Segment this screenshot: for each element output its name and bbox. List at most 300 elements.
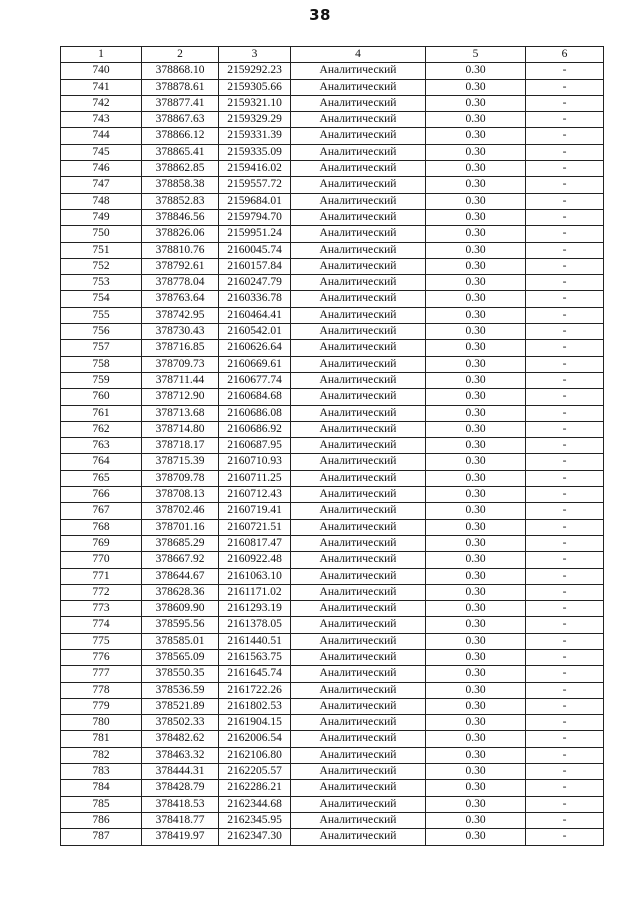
table-row [61, 584, 604, 600]
table-row [61, 95, 604, 111]
point-number-cell: 767 [61, 503, 142, 519]
table-row [61, 552, 604, 568]
note-cell: - [526, 95, 604, 111]
x-coordinate-cell: 378708.13 [142, 487, 219, 503]
note-cell: - [526, 601, 604, 617]
y-coordinate-cell: 2160157.84 [219, 258, 291, 274]
y-coordinate-cell: 2160247.79 [219, 275, 291, 291]
accuracy-cell: 0.30 [426, 161, 526, 177]
x-coordinate-cell: 378418.77 [142, 812, 219, 828]
header-row [61, 47, 604, 63]
table-row [61, 780, 604, 796]
method-cell: Аналитический [291, 601, 426, 617]
method-cell: Аналитический [291, 389, 426, 405]
x-coordinate-cell: 378858.38 [142, 177, 219, 193]
table-body [61, 63, 604, 845]
note-cell: - [526, 552, 604, 568]
method-cell: Аналитический [291, 535, 426, 551]
point-number-cell: 759 [61, 372, 142, 388]
y-coordinate-cell: 2160686.92 [219, 421, 291, 437]
table-row [61, 747, 604, 763]
table-row [61, 633, 604, 649]
method-cell: Аналитический [291, 731, 426, 747]
table-row [61, 470, 604, 486]
note-cell: - [526, 421, 604, 437]
note-cell: - [526, 209, 604, 225]
y-coordinate-cell: 2160669.61 [219, 356, 291, 372]
y-coordinate-cell: 2161440.51 [219, 633, 291, 649]
x-coordinate-cell: 378742.95 [142, 307, 219, 323]
x-coordinate-cell: 378877.41 [142, 95, 219, 111]
note-cell: - [526, 226, 604, 242]
accuracy-cell: 0.30 [426, 372, 526, 388]
y-coordinate-cell: 2162286.21 [219, 780, 291, 796]
y-coordinate-cell: 2160464.41 [219, 307, 291, 323]
table-row [61, 177, 604, 193]
note-cell: - [526, 128, 604, 144]
accuracy-cell: 0.30 [426, 128, 526, 144]
note-cell: - [526, 503, 604, 519]
table-row [61, 829, 604, 845]
accuracy-cell: 0.30 [426, 764, 526, 780]
y-coordinate-cell: 2159292.23 [219, 63, 291, 79]
x-coordinate-cell: 378866.12 [142, 128, 219, 144]
table-row [61, 519, 604, 535]
y-coordinate-cell: 2159794.70 [219, 209, 291, 225]
table-row [61, 812, 604, 828]
y-coordinate-cell: 2160684.68 [219, 389, 291, 405]
accuracy-cell: 0.30 [426, 715, 526, 731]
x-coordinate-cell: 378463.32 [142, 747, 219, 763]
note-cell: - [526, 291, 604, 307]
method-cell: Аналитический [291, 780, 426, 796]
method-cell: Аналитический [291, 649, 426, 665]
note-cell: - [526, 617, 604, 633]
x-coordinate-cell: 378763.64 [142, 291, 219, 307]
accuracy-cell: 0.30 [426, 829, 526, 845]
note-cell: - [526, 796, 604, 812]
x-coordinate-cell: 378713.68 [142, 405, 219, 421]
accuracy-cell: 0.30 [426, 780, 526, 796]
accuracy-cell: 0.30 [426, 242, 526, 258]
table-row [61, 601, 604, 617]
note-cell: - [526, 324, 604, 340]
note-cell: - [526, 633, 604, 649]
method-cell: Аналитический [291, 666, 426, 682]
point-number-cell: 745 [61, 144, 142, 160]
x-coordinate-cell: 378428.79 [142, 780, 219, 796]
point-number-cell: 761 [61, 405, 142, 421]
method-cell: Аналитический [291, 112, 426, 128]
table-row [61, 356, 604, 372]
note-cell: - [526, 682, 604, 698]
method-cell: Аналитический [291, 161, 426, 177]
table-row [61, 764, 604, 780]
x-coordinate-cell: 378715.39 [142, 454, 219, 470]
point-number-cell: 743 [61, 112, 142, 128]
method-cell: Аналитический [291, 372, 426, 388]
x-coordinate-cell: 378852.83 [142, 193, 219, 209]
note-cell: - [526, 649, 604, 665]
header-cell-1: 1 [61, 47, 142, 63]
note-cell: - [526, 698, 604, 714]
method-cell: Аналитический [291, 682, 426, 698]
page-number: 38 [309, 6, 331, 24]
note-cell: - [526, 177, 604, 193]
y-coordinate-cell: 2160719.41 [219, 503, 291, 519]
x-coordinate-cell: 378810.76 [142, 242, 219, 258]
note-cell: - [526, 666, 604, 682]
x-coordinate-cell: 378667.92 [142, 552, 219, 568]
accuracy-cell: 0.30 [426, 487, 526, 503]
accuracy-cell: 0.30 [426, 666, 526, 682]
y-coordinate-cell: 2161722.26 [219, 682, 291, 698]
table-row [61, 715, 604, 731]
accuracy-cell: 0.30 [426, 812, 526, 828]
header-cell-6: 6 [526, 47, 604, 63]
accuracy-cell: 0.30 [426, 649, 526, 665]
note-cell: - [526, 829, 604, 845]
x-coordinate-cell: 378778.04 [142, 275, 219, 291]
accuracy-cell: 0.30 [426, 633, 526, 649]
method-cell: Аналитический [291, 275, 426, 291]
point-number-cell: 758 [61, 356, 142, 372]
accuracy-cell: 0.30 [426, 324, 526, 340]
point-number-cell: 773 [61, 601, 142, 617]
y-coordinate-cell: 2161063.10 [219, 568, 291, 584]
method-cell: Аналитический [291, 747, 426, 763]
y-coordinate-cell: 2159321.10 [219, 95, 291, 111]
x-coordinate-cell: 378521.89 [142, 698, 219, 714]
table-row [61, 535, 604, 551]
note-cell: - [526, 275, 604, 291]
table-row [61, 682, 604, 698]
accuracy-cell: 0.30 [426, 503, 526, 519]
y-coordinate-cell: 2160922.48 [219, 552, 291, 568]
point-number-cell: 760 [61, 389, 142, 405]
point-number-cell: 781 [61, 731, 142, 747]
table-row [61, 568, 604, 584]
method-cell: Аналитический [291, 209, 426, 225]
accuracy-cell: 0.30 [426, 258, 526, 274]
x-coordinate-cell: 378862.85 [142, 161, 219, 177]
table-row [61, 649, 604, 665]
header-cell-5: 5 [426, 47, 526, 63]
table-row [61, 258, 604, 274]
point-number-cell: 749 [61, 209, 142, 225]
note-cell: - [526, 242, 604, 258]
method-cell: Аналитический [291, 470, 426, 486]
point-number-cell: 746 [61, 161, 142, 177]
point-number-cell: 782 [61, 747, 142, 763]
method-cell: Аналитический [291, 128, 426, 144]
method-cell: Аналитический [291, 812, 426, 828]
x-coordinate-cell: 378595.56 [142, 617, 219, 633]
note-cell: - [526, 535, 604, 551]
note-cell: - [526, 161, 604, 177]
coordinates-table [60, 46, 604, 846]
note-cell: - [526, 193, 604, 209]
note-cell: - [526, 764, 604, 780]
note-cell: - [526, 812, 604, 828]
method-cell: Аналитический [291, 193, 426, 209]
x-coordinate-cell: 378419.97 [142, 829, 219, 845]
table-row [61, 340, 604, 356]
y-coordinate-cell: 2160712.43 [219, 487, 291, 503]
point-number-cell: 774 [61, 617, 142, 633]
x-coordinate-cell: 378716.85 [142, 340, 219, 356]
x-coordinate-cell: 378418.53 [142, 796, 219, 812]
note-cell: - [526, 470, 604, 486]
point-number-cell: 752 [61, 258, 142, 274]
method-cell: Аналитический [291, 144, 426, 160]
note-cell: - [526, 372, 604, 388]
table-row [61, 666, 604, 682]
method-cell: Аналитический [291, 356, 426, 372]
table-row [61, 275, 604, 291]
table-row [61, 389, 604, 405]
table-row [61, 307, 604, 323]
method-cell: Аналитический [291, 405, 426, 421]
accuracy-cell: 0.30 [426, 454, 526, 470]
table-row [61, 487, 604, 503]
table-row [61, 421, 604, 437]
method-cell: Аналитический [291, 568, 426, 584]
point-number-cell: 763 [61, 438, 142, 454]
accuracy-cell: 0.30 [426, 226, 526, 242]
point-number-cell: 786 [61, 812, 142, 828]
note-cell: - [526, 79, 604, 95]
accuracy-cell: 0.30 [426, 584, 526, 600]
point-number-cell: 778 [61, 682, 142, 698]
point-number-cell: 756 [61, 324, 142, 340]
point-number-cell: 741 [61, 79, 142, 95]
table-row [61, 63, 604, 79]
point-number-cell: 753 [61, 275, 142, 291]
point-number-cell: 771 [61, 568, 142, 584]
method-cell: Аналитический [291, 519, 426, 535]
table-row [61, 291, 604, 307]
note-cell: - [526, 340, 604, 356]
y-coordinate-cell: 2162106.80 [219, 747, 291, 763]
header-cell-3: 3 [219, 47, 291, 63]
y-coordinate-cell: 2159331.39 [219, 128, 291, 144]
method-cell: Аналитический [291, 242, 426, 258]
y-coordinate-cell: 2160336.78 [219, 291, 291, 307]
y-coordinate-cell: 2160710.93 [219, 454, 291, 470]
accuracy-cell: 0.30 [426, 340, 526, 356]
header-cell-4: 4 [291, 47, 426, 63]
table-row [61, 226, 604, 242]
table-row [61, 454, 604, 470]
x-coordinate-cell: 378685.29 [142, 535, 219, 551]
table-row [61, 161, 604, 177]
x-coordinate-cell: 378565.09 [142, 649, 219, 665]
table-row [61, 796, 604, 812]
x-coordinate-cell: 378714.80 [142, 421, 219, 437]
accuracy-cell: 0.30 [426, 112, 526, 128]
y-coordinate-cell: 2161645.74 [219, 666, 291, 682]
method-cell: Аналитический [291, 340, 426, 356]
point-number-cell: 780 [61, 715, 142, 731]
accuracy-cell: 0.30 [426, 470, 526, 486]
method-cell: Аналитический [291, 829, 426, 845]
y-coordinate-cell: 2160721.51 [219, 519, 291, 535]
method-cell: Аналитический [291, 79, 426, 95]
y-coordinate-cell: 2160045.74 [219, 242, 291, 258]
method-cell: Аналитический [291, 177, 426, 193]
table-row [61, 242, 604, 258]
point-number-cell: 740 [61, 63, 142, 79]
accuracy-cell: 0.30 [426, 535, 526, 551]
x-coordinate-cell: 378585.01 [142, 633, 219, 649]
table-row [61, 324, 604, 340]
x-coordinate-cell: 378482.62 [142, 731, 219, 747]
method-cell: Аналитический [291, 258, 426, 274]
point-number-cell: 785 [61, 796, 142, 812]
table-row [61, 209, 604, 225]
accuracy-cell: 0.30 [426, 568, 526, 584]
y-coordinate-cell: 2160711.25 [219, 470, 291, 486]
x-coordinate-cell: 378718.17 [142, 438, 219, 454]
note-cell: - [526, 112, 604, 128]
note-cell: - [526, 438, 604, 454]
x-coordinate-cell: 378701.16 [142, 519, 219, 535]
note-cell: - [526, 780, 604, 796]
point-number-cell: 766 [61, 487, 142, 503]
x-coordinate-cell: 378536.59 [142, 682, 219, 698]
accuracy-cell: 0.30 [426, 405, 526, 421]
accuracy-cell: 0.30 [426, 307, 526, 323]
table-row [61, 617, 604, 633]
point-number-cell: 777 [61, 666, 142, 682]
note-cell: - [526, 519, 604, 535]
x-coordinate-cell: 378550.35 [142, 666, 219, 682]
x-coordinate-cell: 378502.33 [142, 715, 219, 731]
table-row [61, 503, 604, 519]
accuracy-cell: 0.30 [426, 617, 526, 633]
y-coordinate-cell: 2162344.68 [219, 796, 291, 812]
point-number-cell: 779 [61, 698, 142, 714]
y-coordinate-cell: 2159951.24 [219, 226, 291, 242]
table-row [61, 438, 604, 454]
accuracy-cell: 0.30 [426, 291, 526, 307]
y-coordinate-cell: 2162347.30 [219, 829, 291, 845]
method-cell: Аналитический [291, 291, 426, 307]
x-coordinate-cell: 378702.46 [142, 503, 219, 519]
y-coordinate-cell: 2161378.05 [219, 617, 291, 633]
point-number-cell: 750 [61, 226, 142, 242]
accuracy-cell: 0.30 [426, 682, 526, 698]
note-cell: - [526, 715, 604, 731]
table-row [61, 698, 604, 714]
table-row [61, 128, 604, 144]
point-number-cell: 775 [61, 633, 142, 649]
table-row [61, 193, 604, 209]
x-coordinate-cell: 378609.90 [142, 601, 219, 617]
x-coordinate-cell: 378709.73 [142, 356, 219, 372]
method-cell: Аналитический [291, 617, 426, 633]
method-cell: Аналитический [291, 698, 426, 714]
x-coordinate-cell: 378644.67 [142, 568, 219, 584]
accuracy-cell: 0.30 [426, 747, 526, 763]
point-number-cell: 770 [61, 552, 142, 568]
point-number-cell: 751 [61, 242, 142, 258]
method-cell: Аналитический [291, 63, 426, 79]
note-cell: - [526, 487, 604, 503]
method-cell: Аналитический [291, 307, 426, 323]
x-coordinate-cell: 378628.36 [142, 584, 219, 600]
accuracy-cell: 0.30 [426, 552, 526, 568]
accuracy-cell: 0.30 [426, 796, 526, 812]
x-coordinate-cell: 378868.10 [142, 63, 219, 79]
accuracy-cell: 0.30 [426, 389, 526, 405]
y-coordinate-cell: 2160677.74 [219, 372, 291, 388]
point-number-cell: 768 [61, 519, 142, 535]
table-row [61, 144, 604, 160]
point-number-cell: 757 [61, 340, 142, 356]
table-row [61, 79, 604, 95]
point-number-cell: 747 [61, 177, 142, 193]
accuracy-cell: 0.30 [426, 95, 526, 111]
method-cell: Аналитический [291, 454, 426, 470]
x-coordinate-cell: 378730.43 [142, 324, 219, 340]
y-coordinate-cell: 2162205.57 [219, 764, 291, 780]
table-row [61, 112, 604, 128]
y-coordinate-cell: 2161563.75 [219, 649, 291, 665]
y-coordinate-cell: 2160817.47 [219, 535, 291, 551]
y-coordinate-cell: 2161293.19 [219, 601, 291, 617]
point-number-cell: 754 [61, 291, 142, 307]
point-number-cell: 783 [61, 764, 142, 780]
method-cell: Аналитический [291, 715, 426, 731]
point-number-cell: 769 [61, 535, 142, 551]
note-cell: - [526, 63, 604, 79]
note-cell: - [526, 454, 604, 470]
point-number-cell: 762 [61, 421, 142, 437]
y-coordinate-cell: 2159557.72 [219, 177, 291, 193]
y-coordinate-cell: 2161802.53 [219, 698, 291, 714]
x-coordinate-cell: 378846.56 [142, 209, 219, 225]
accuracy-cell: 0.30 [426, 209, 526, 225]
y-coordinate-cell: 2159684.01 [219, 193, 291, 209]
point-number-cell: 742 [61, 95, 142, 111]
x-coordinate-cell: 378444.31 [142, 764, 219, 780]
point-number-cell: 748 [61, 193, 142, 209]
accuracy-cell: 0.30 [426, 698, 526, 714]
accuracy-cell: 0.30 [426, 731, 526, 747]
x-coordinate-cell: 378826.06 [142, 226, 219, 242]
table-row [61, 731, 604, 747]
y-coordinate-cell: 2159329.29 [219, 112, 291, 128]
y-coordinate-cell: 2159305.66 [219, 79, 291, 95]
y-coordinate-cell: 2162006.54 [219, 731, 291, 747]
method-cell: Аналитический [291, 584, 426, 600]
x-coordinate-cell: 378711.44 [142, 372, 219, 388]
point-number-cell: 755 [61, 307, 142, 323]
note-cell: - [526, 389, 604, 405]
x-coordinate-cell: 378878.61 [142, 79, 219, 95]
x-coordinate-cell: 378865.41 [142, 144, 219, 160]
accuracy-cell: 0.30 [426, 601, 526, 617]
x-coordinate-cell: 378867.63 [142, 112, 219, 128]
accuracy-cell: 0.30 [426, 63, 526, 79]
point-number-cell: 744 [61, 128, 142, 144]
y-coordinate-cell: 2159335.09 [219, 144, 291, 160]
method-cell: Аналитический [291, 438, 426, 454]
accuracy-cell: 0.30 [426, 177, 526, 193]
table-row [61, 372, 604, 388]
